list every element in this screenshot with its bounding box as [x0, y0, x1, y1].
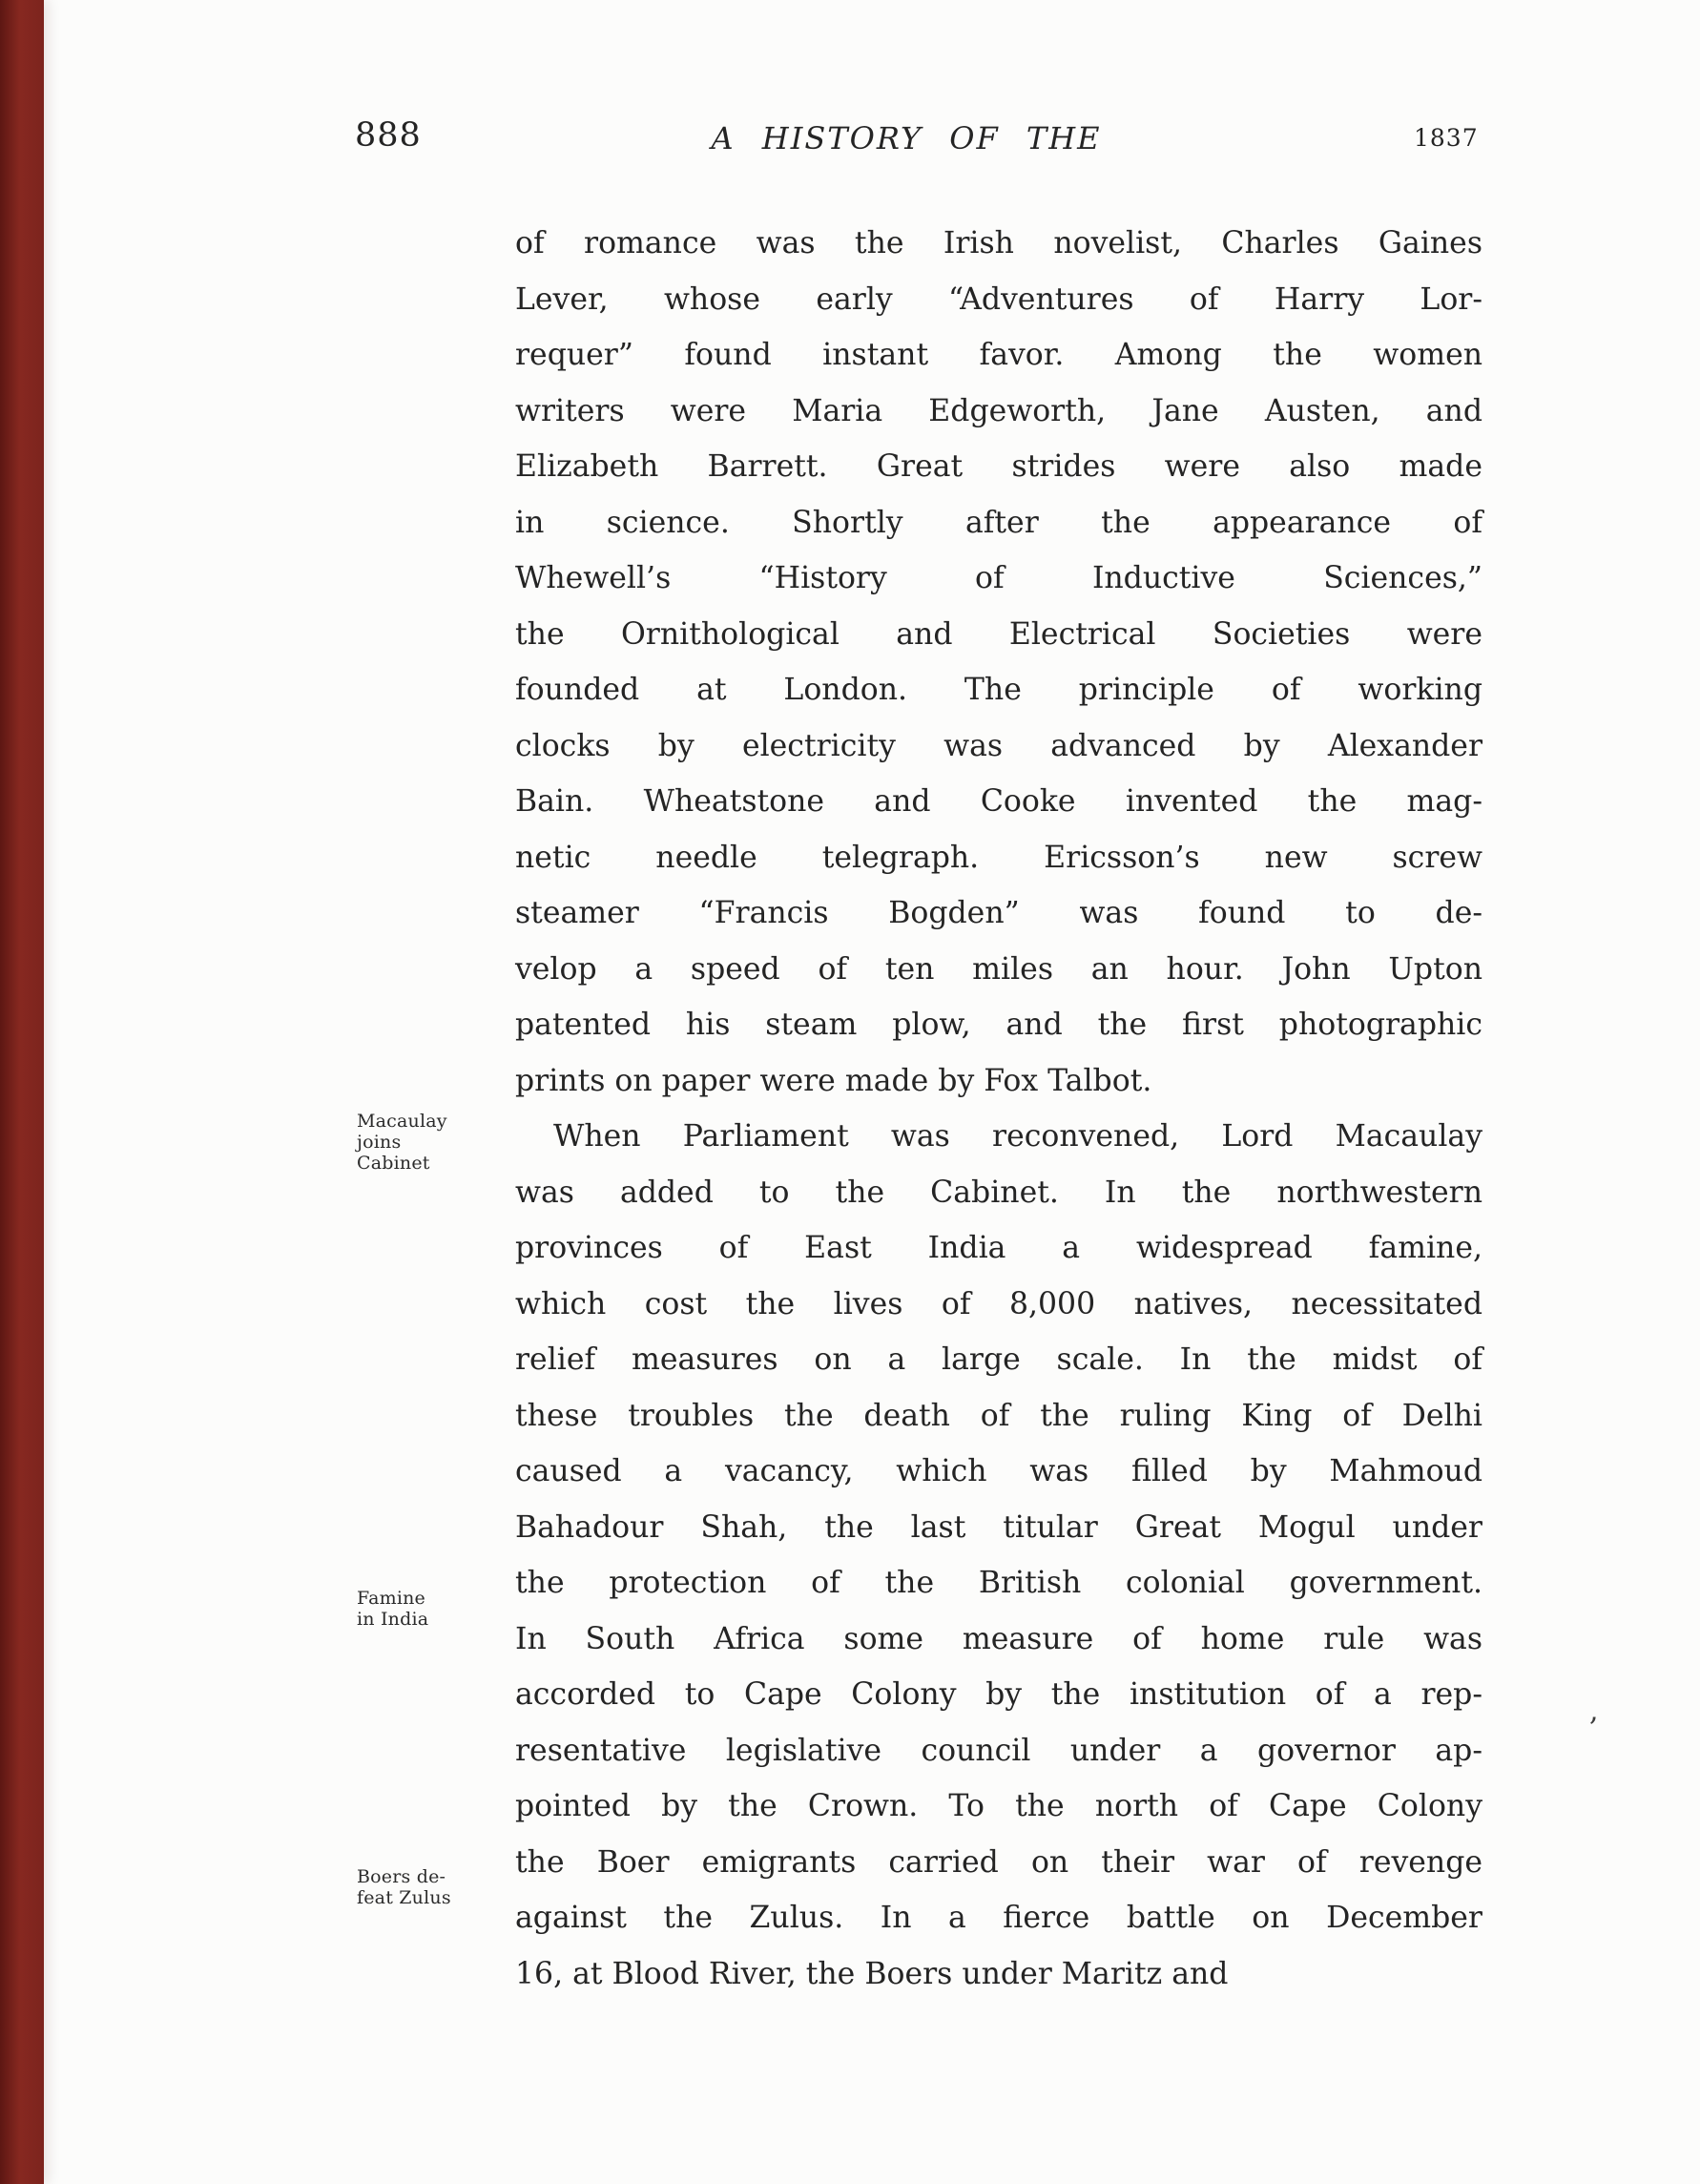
text-line: velop a speed of ten miles an hour. John Upton	[515, 951, 1482, 987]
text-line: writers were Maria Edgeworth, Jane Austen, and	[515, 393, 1482, 428]
text-line: of romance was the Irish novelist, Charles Gaines	[515, 226, 1482, 260]
text-line: Bain. Wheatstone and Cooke invented the mag-	[515, 784, 1482, 819]
text-line: provinces of East India a widespread famine,	[515, 1231, 1482, 1265]
text-line: in science. Shortly after the appearance of	[515, 505, 1482, 540]
text-line: founded at London. The principle of working	[515, 673, 1482, 707]
text-line: the protection of the British colonial government.	[515, 1566, 1482, 1600]
text-line: the Boer emigrants carried on their war of revenge	[515, 1844, 1482, 1880]
running-title: A HISTORY OF THE	[711, 120, 1102, 156]
margin-note-line: Macaulay	[357, 1111, 447, 1132]
margin-note	[357, 1588, 521, 1630]
text-line: these troubles the death of the ruling King of Delhi	[515, 1398, 1482, 1433]
text-line: which cost the lives of 8,000 natives, necessitated	[515, 1286, 1482, 1321]
text-line: Bahadour Shah, the last titular Great Mogul under	[515, 1509, 1482, 1545]
text-line: against the Zulus. In a fierce battle on December	[515, 1901, 1482, 1935]
text-line: 16, at Blood River, the Boers under Maritz and	[515, 1956, 1229, 1991]
text-line: Whewell’s “History of Inductive Sciences,”	[515, 561, 1482, 595]
spine-shadow-bar	[0, 0, 44, 2184]
text-line: netic needle telegraph. Ericsson’s new screw	[515, 840, 1482, 875]
text-line: relief measures on a large scale. In the midst of	[515, 1342, 1482, 1377]
body-text	[515, 216, 1482, 2002]
text-line: was added to the Cabinet. In the northwestern	[515, 1175, 1482, 1210]
margin-note	[357, 1866, 521, 1908]
text-line: caused a vacancy, which was filled by Mahmoud	[515, 1454, 1482, 1488]
margin-note	[357, 1111, 521, 1174]
text-line: prints on paper were made by Fox Talbot.	[515, 1063, 1152, 1098]
text-line: requer” found instant favor. Among the women	[515, 338, 1482, 372]
text-line: Elizabeth Barrett. Great strides were also made	[515, 449, 1482, 484]
text-line: When Parliament was reconvened, Lord Macaulay	[553, 1119, 1482, 1154]
text-line: pointed by the Crown. To the north of Cape Colony	[515, 1789, 1482, 1823]
print-artifact: ,	[1589, 1695, 1599, 1728]
text-line: patented his steam plow, and the first photographic	[515, 1008, 1482, 1042]
margin-note-line: joins	[357, 1132, 402, 1153]
margin-note-line: Boers de-	[357, 1866, 446, 1887]
margin-note-line: Famine	[357, 1588, 425, 1609]
text-line: accorded to Cape Colony by the institution of a rep-	[515, 1677, 1482, 1712]
text-line: steamer “Francis Bogden” was found to de-	[515, 896, 1482, 930]
text-line: Lever, whose early “Adventures of Harry Lor-	[515, 281, 1482, 317]
text-line: resentative legislative council under a governor ap-	[515, 1733, 1482, 1768]
margin-note-line: Cabinet	[357, 1153, 430, 1174]
page-number: 888	[355, 116, 422, 155]
text-line: clocks by electricity was advanced by Alexander	[515, 728, 1482, 763]
margin-note-line: in India	[357, 1609, 429, 1630]
text-line: the Ornithological and Electrical Societies were	[515, 616, 1482, 652]
text-line: In South Africa some measure of home rule was	[515, 1621, 1482, 1656]
year-label: 1837	[1414, 124, 1479, 152]
margin-note-line: feat Zulus	[357, 1887, 451, 1908]
